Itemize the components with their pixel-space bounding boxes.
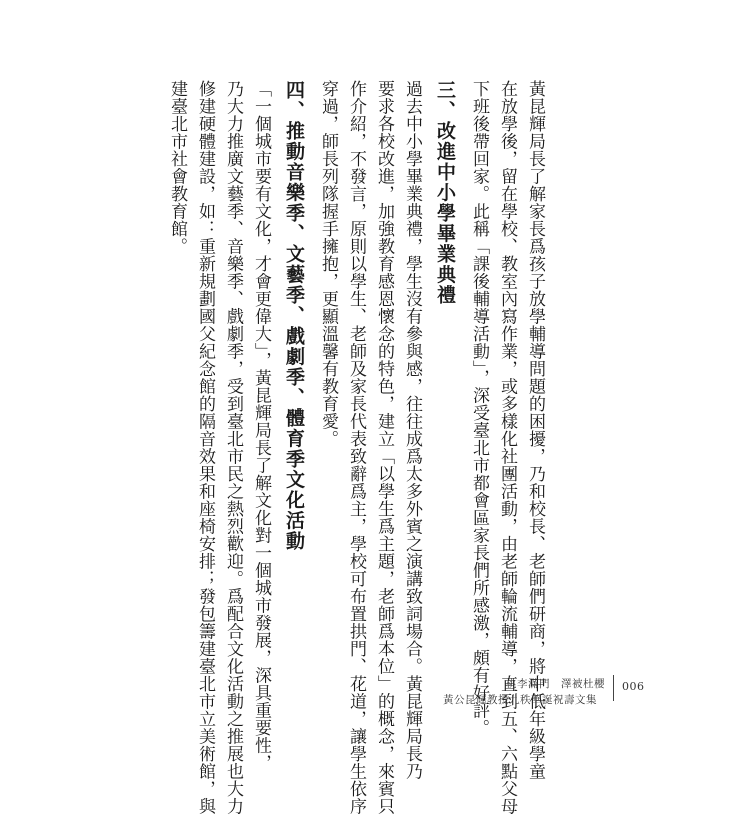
paragraph-line: 「一個城市要有文化，才會更偉大」，黃昆輝局長了解文化對一個城市發展，深具重要性，: [251, 80, 271, 772]
paragraph-line: 下班後帶回家。此稱「課後輔導活動」，深受臺北市都會區家長們所感激，頗有好評。: [469, 80, 489, 737]
footer-book-title: 黃公昆輝教授九秩華誕祝壽文集: [443, 694, 597, 706]
section-heading: 三、改進中小學畢業典禮: [434, 80, 456, 306]
footer-title: 桃李滿門 澤被杜櫻: [506, 678, 605, 690]
paragraph-line: 乃大力推廣文藝季、音樂季、戲劇季，受到臺北市民之熱烈歡迎。爲配合文化活動之推展也大力: [223, 80, 243, 815]
paragraph-line: 黃昆輝局長了解家長爲孩子放學輔導問題的困擾，乃和校長、老師們研商，將中低年級學童: [525, 80, 545, 780]
footer-divider: [613, 675, 614, 701]
paragraph-line: 過去中小學畢業典禮，學生沒有參與感，往往成爲太多外賓之演講致詞場合。黃昆輝局長乃: [402, 80, 422, 780]
paragraph-line: 要求各校改進，加強教育感恩懷念的特色，建立「以學生爲主題，老師爲本位」的概念，來賓只: [374, 80, 394, 815]
paragraph-line: 穿過，師長列隊握手擁抱，更顯溫馨有教育愛。: [318, 80, 338, 448]
paragraph-line: 在放學後，留在學校、教室內寫作業，或多樣化社團活動，由老師輪流輔導，直到五、六點父母: [497, 80, 517, 815]
page-number: 006: [622, 680, 645, 693]
paragraph-line: 修建硬體建設，如：重新規劃國父紀念館的隔音效果和座椅安排；發包籌建臺北市立美術館，與: [195, 80, 215, 815]
section-heading: 四、推動音樂季、文藝季、戲劇季、體育季文化活動: [283, 80, 305, 552]
paragraph-line: 建臺北市社會教育館。: [167, 80, 187, 255]
paragraph-line: 作介紹，不發言，原則以學生、老師及家長代表致辭爲主，學校可布置拱門、花道，讓學生依序: [346, 80, 366, 815]
